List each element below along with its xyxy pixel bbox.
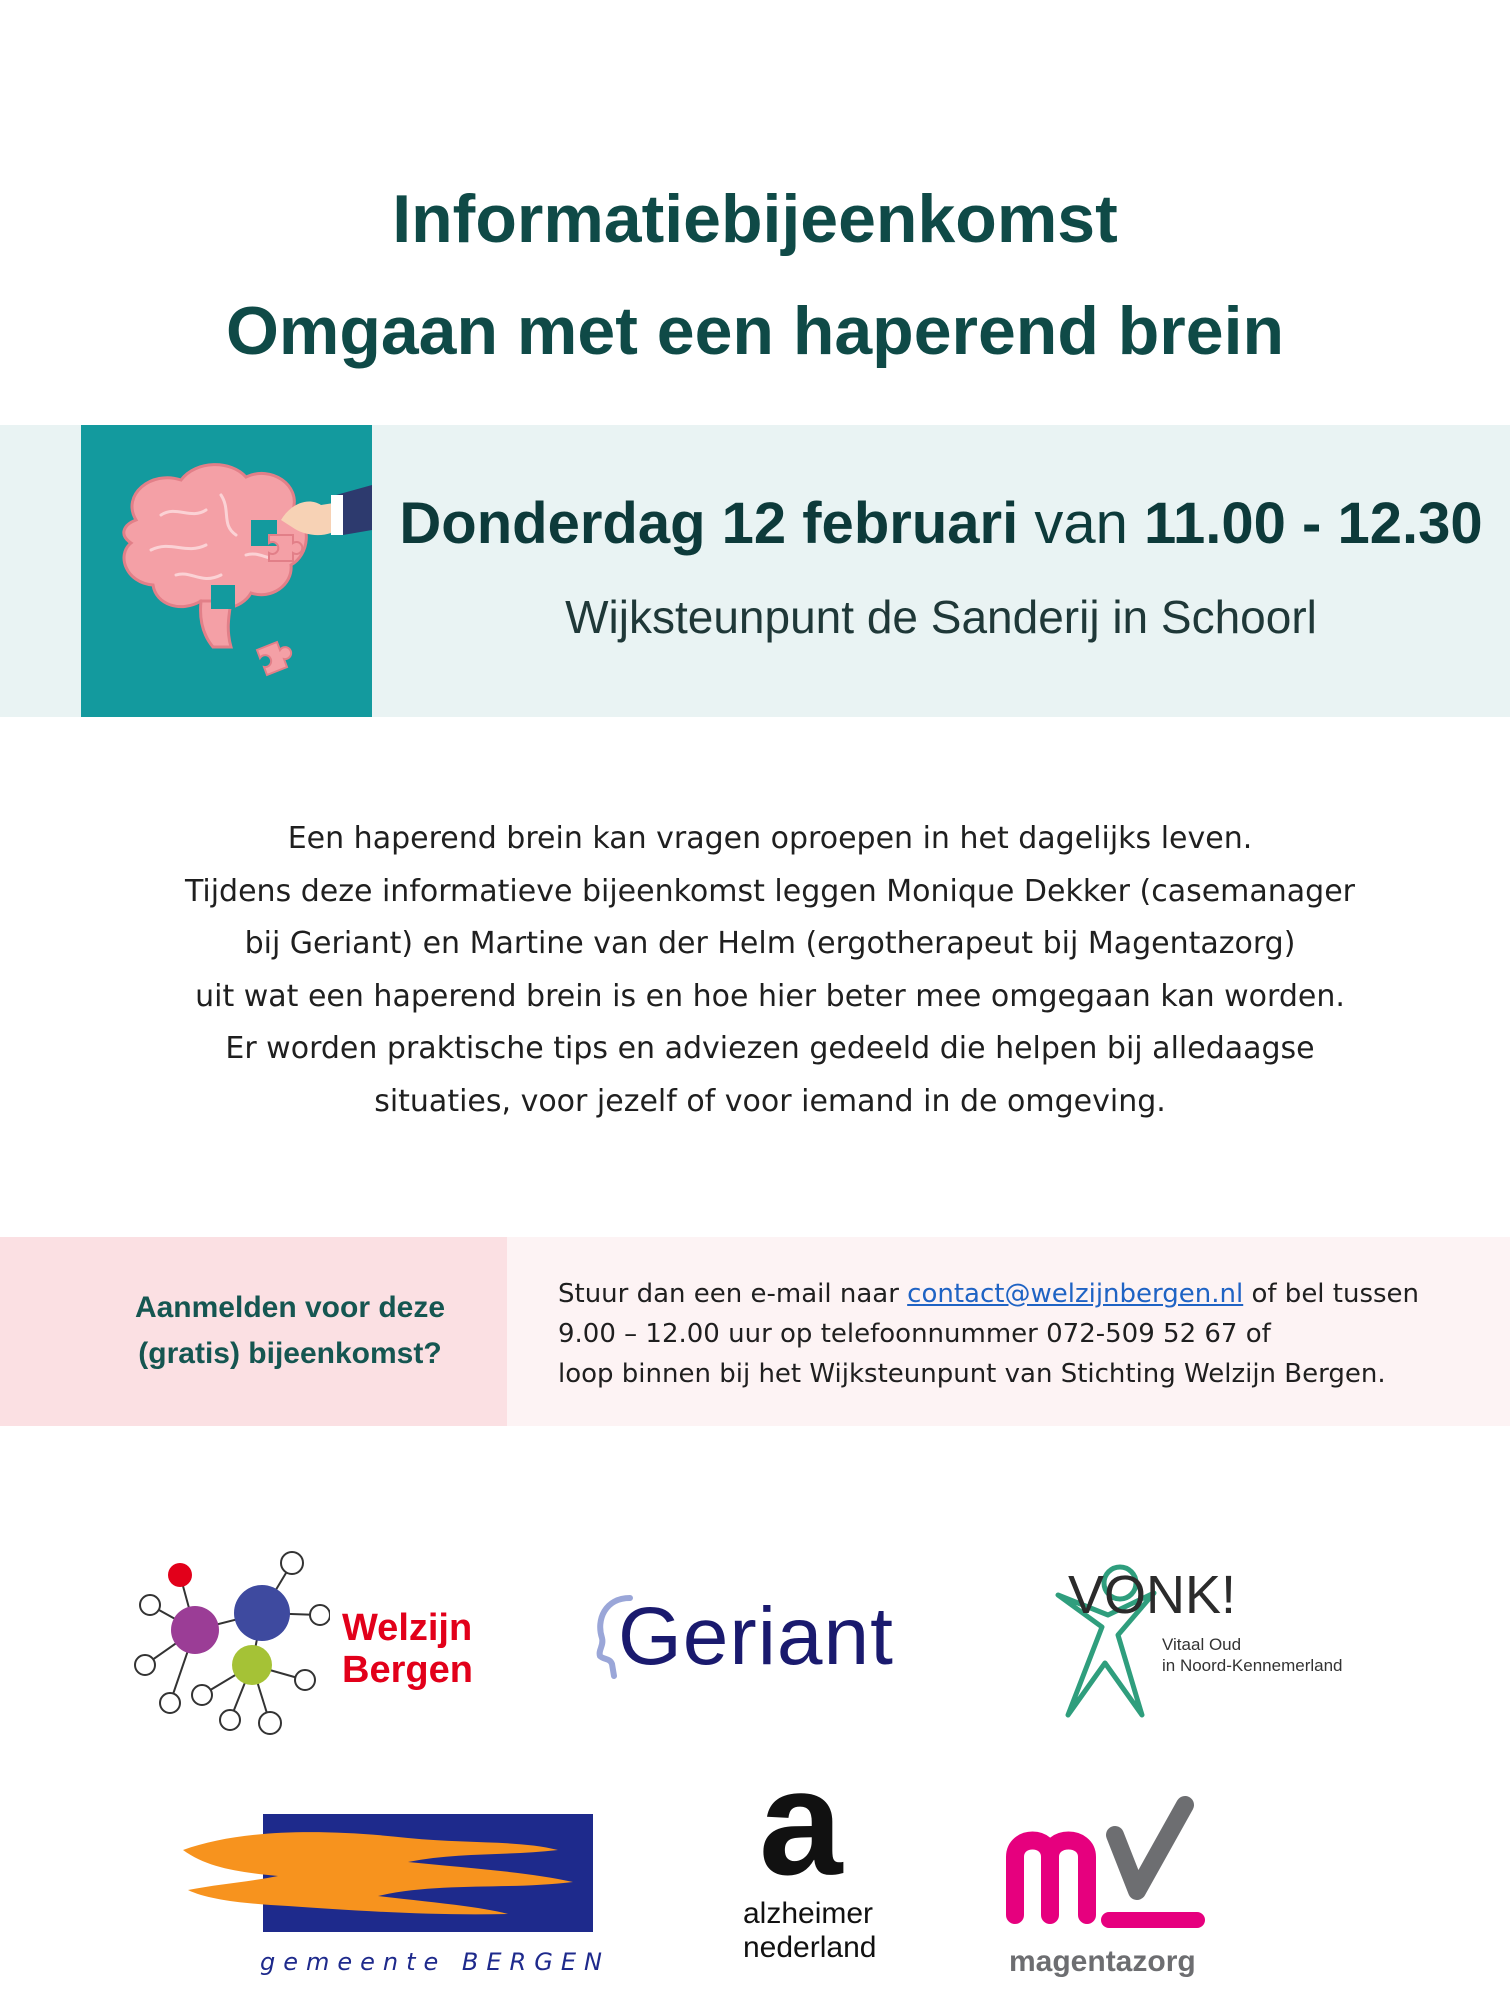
description-line: Tijdens deze informatieve bijeenkomst leggen Monique Dekker (casemanager (184, 873, 1355, 909)
page-title-line2: Omgaan met een haperend brein (225, 293, 1285, 369)
registration-info (558, 1274, 1419, 1394)
welzijn-bergen-logo (130, 1545, 500, 1745)
welzijn-logo-line1: Welzijn (342, 1607, 473, 1649)
gemeente-logo-text: gemeente BERGEN (260, 1948, 610, 1976)
vonk-logo-name: VONK! (1068, 1565, 1237, 1625)
brush-stroke-icon (178, 1810, 608, 1940)
page-title-line1: Informatiebijeenkomst (392, 181, 1118, 257)
gemeente-bergen-logo (178, 1810, 608, 1990)
mz-mark-icon (1005, 1795, 1245, 1945)
event-location: Wijksteunpunt de Sanderij in Schoorl (565, 591, 1317, 643)
registration-question-line2: (gratis) bijeenkomst? (138, 1337, 442, 1370)
description-line: situaties, voor jezelf of voor iemand in de omgeving. (374, 1083, 1166, 1119)
registration-question-line1: Aanmelden voor deze (134, 1291, 446, 1324)
magentazorg-logo-text: magentazorg (1009, 1945, 1196, 1978)
alzheimer-nederland-logo (735, 1738, 915, 1975)
vonk-logo-tagline2: in Noord-Kennemerland (1162, 1656, 1343, 1675)
alzheimer-logo-line2: nederland (743, 1931, 877, 1964)
geriant-logo (590, 1590, 960, 1690)
registration-info-suffix: of bel tussen (1243, 1279, 1420, 1309)
description (120, 813, 1420, 1128)
alzheimer-logo-line1: alzheimer (743, 1897, 874, 1930)
registration-info-prefix: Stuur dan een e-mail naar (558, 1279, 908, 1309)
description-line: uit wat een haperend brein is en hoe hier beter mee omgegaan kan worden. (195, 978, 1345, 1014)
vonk-logo (1050, 1555, 1380, 1725)
geriant-logo-text: Geriant (618, 1591, 894, 1682)
registration-info-line2: 9.00 – 12.00 uur op telefoonnummer 072-509 52 67 of (558, 1319, 1271, 1349)
registration-info-line1 (558, 1274, 1419, 1314)
description-line: Er worden praktische tips en adviezen gedeeld die helpen bij alledaagse (225, 1031, 1315, 1066)
magentazorg-logo (1005, 1795, 1245, 1995)
welzijn-logo-text (342, 1607, 473, 1691)
event-datetime (372, 490, 1510, 557)
welzijn-logo-line2: Bergen (342, 1649, 473, 1691)
brain-puzzle-icon (81, 425, 372, 717)
event-connector: van (1018, 491, 1144, 556)
network-icon (130, 1545, 330, 1745)
email-link[interactable]: contact@welzijnbergen.nl (907, 1279, 1244, 1309)
vonk-logo-tagline1: Vitaal Oud (1162, 1635, 1242, 1654)
alzheimer-mark-icon: a (759, 1738, 843, 1906)
event-time: 11.00 - 12.30 (1143, 491, 1483, 556)
registration-info-line3: loop binnen bij het Wijksteunpunt van Stichting Welzijn Bergen. (558, 1359, 1386, 1389)
description-line: bij Geriant) en Martine van der Helm (ergotherapeut bij Magentazorg) (244, 926, 1296, 961)
registration-question (70, 1285, 510, 1377)
description-line: Een haperend brein kan vragen oproepen in het dagelijks leven. (287, 821, 1253, 856)
event-date: Donderdag 12 februari (399, 491, 1019, 556)
